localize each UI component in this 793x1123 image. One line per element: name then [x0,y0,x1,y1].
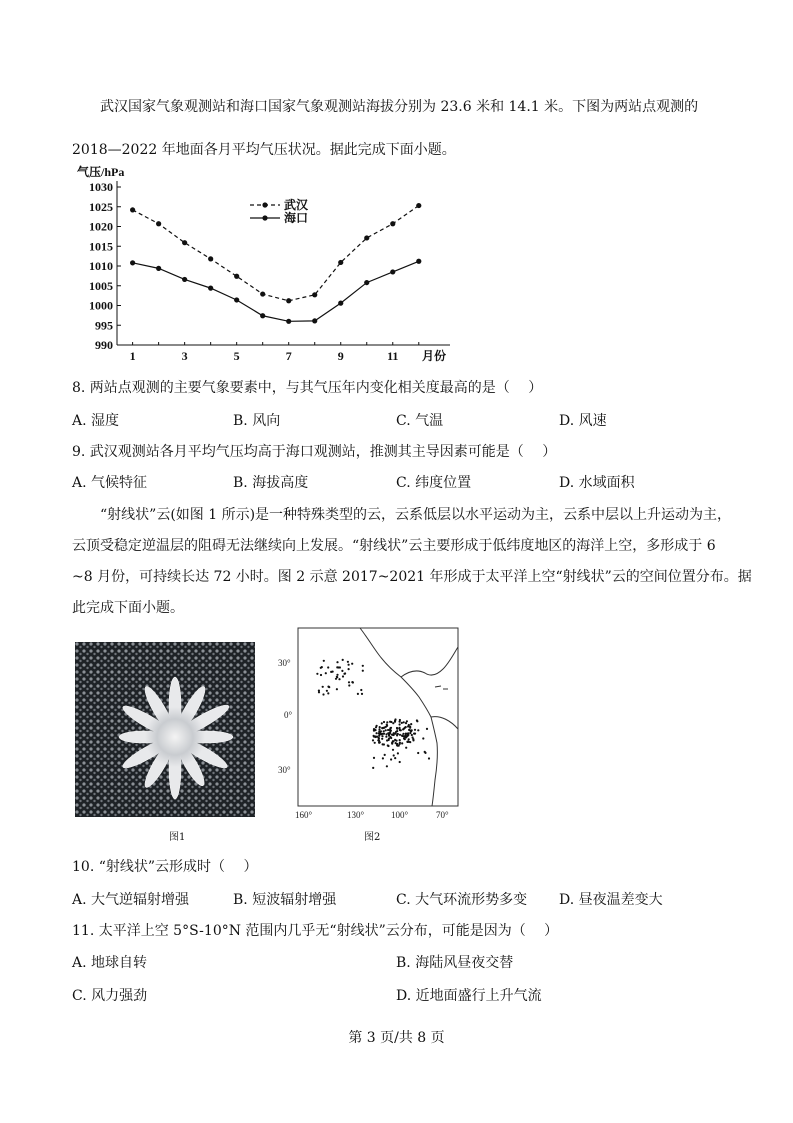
q8-stem: 8. 两站点观测的主要气象要素中，与其气压年内变化相关度最高的是（ ） [72,380,543,396]
cloud-dot [373,735,375,737]
cloud-dot [348,681,350,683]
cloud-dot [320,674,322,676]
cloud-dot [336,676,338,678]
cloud-dot [378,728,380,730]
cloud-dot [341,670,343,672]
cloud-dot [387,732,389,734]
cloud-dot [382,757,384,759]
cloud-dot [399,734,401,736]
data-point-0 [390,221,395,226]
intro2-line1: “射线状”云(如图 1 所示)是一种特殊类型的云，云系低层以水平运动为主，云系中层以上升运动为主， [100,507,732,523]
cloud-dot [402,733,404,735]
figure1-caption: 图1 [169,832,186,843]
q9-option-d[interactable]: D. 水域面积 [559,475,635,491]
cloud-dot [408,738,410,740]
legend-label-1: 海口 [284,211,309,225]
cloud-dot [410,723,412,725]
intro2-line4: 此完成下面小题。 [72,600,184,616]
cloud-dot [381,722,383,724]
cloud-dot [405,747,407,749]
cloud-dot [390,758,392,760]
data-point-0 [260,291,265,296]
cloud-dot [401,742,403,744]
cloud-dot [380,733,382,735]
cloud-dot [393,754,395,756]
data-point-1 [234,297,239,302]
cloud-dot [382,743,384,745]
lat-label-0: 0° [284,710,293,720]
q11-option-b[interactable]: B. 海陆风昼夜交替 [396,955,514,971]
cloud-dot [391,734,393,736]
cloud-dot [348,684,350,686]
cloud-dot [416,720,418,722]
data-point-0 [234,274,239,279]
cloud-dot [373,757,375,759]
cloud-dot [406,741,408,743]
cloud-dot [381,735,383,737]
cloud-dot [402,728,404,730]
y-tick-label: 995 [95,318,113,333]
cloud-dot [318,691,320,693]
cloud-dot [357,693,359,695]
data-point-1 [182,277,187,282]
cloud-dot [392,722,394,724]
cloud-dot [327,686,329,688]
cloud-dot [414,733,416,735]
cloud-dot [387,745,389,747]
pressure-chart [70,160,470,363]
cloud-dot [411,734,413,736]
cloud-dot [390,721,392,723]
cloud-dot [428,757,430,759]
cloud-dot [395,733,397,735]
cloud-dot [392,740,394,742]
cloud-dot [342,675,344,677]
data-point-1 [338,301,343,306]
series-line-1 [133,261,419,321]
y-tick-label: 1020 [89,219,113,234]
cloud-dot [336,688,338,690]
cloud-dot [351,681,353,683]
cloud-dot [396,728,398,730]
cloud-dot [326,690,328,692]
x-tick-label: 7 [285,349,292,363]
figure2-caption: 图2 [364,832,381,843]
cloud-dot [426,728,428,730]
cloud-dot [383,721,385,723]
x-axis-label: 月份 [422,349,447,363]
x-tick-label: 5 [233,349,240,363]
data-point-0 [338,260,343,265]
cloud-dot [394,757,396,759]
cloud-dot [327,692,329,694]
cloud-dot [383,730,385,732]
cloud-dot [374,742,376,744]
cloud-dot [407,725,409,727]
data-point-1 [390,269,395,274]
cloud-dot [393,732,395,734]
cloud-dot [348,664,350,666]
cloud-dot [386,765,388,767]
cloud-dot [412,736,414,738]
cloud-dot [385,736,387,738]
cloud-dot [336,674,338,676]
cloud-dot [408,729,410,731]
intro1-line1: 武汉国家气象观测站和海口国家气象观测站海拔分别为 23.6 米和 14.1 米。下图为两站点观测的 [100,99,699,115]
cloud-dot [404,727,406,729]
q11-stem: 11. 太平洋上空 5°S-10°N 范围内几乎无“射线状”云分布，可能是因为（ ） [72,923,559,939]
cloud-dot [384,754,386,756]
cloud-dot [389,736,391,738]
cloud-dot [325,672,327,674]
y-tick-label: 990 [95,338,113,352]
data-point-1 [156,266,161,271]
y-tick-label: 1010 [89,259,113,273]
cloud-dot [411,729,413,731]
cloud-dot [362,670,364,672]
data-point-0 [286,298,291,303]
page-footer: 第 3 页/共 8 页 [348,1030,445,1046]
y-tick-label: 1000 [89,298,113,313]
cloud-dot [394,721,396,723]
cloud-dot [391,743,393,745]
cloud-dot [385,729,387,731]
cloud-dot [351,663,353,665]
data-point-0 [364,235,369,240]
cloud-dot [403,737,405,739]
lat-label-30s: 30° [278,765,291,775]
cloud-dot [338,678,340,680]
cloud-dot [361,693,363,695]
cloud-dot [381,738,383,740]
cloud-dot [322,686,324,688]
q8-option-a[interactable]: A. 湿度 [72,413,120,429]
q9-stem: 9. 武汉观测站各月平均气压均高于海口观测站，推测其主导因素可能是（ ） [72,444,557,460]
cloud-dot [377,739,379,741]
cloud-dot [394,739,396,741]
y-tick-label: 1005 [89,278,113,293]
lat-label-30n: 30° [278,658,291,668]
lon-label-160: 160° [295,810,313,820]
cloud-dot [394,718,396,720]
x-tick-label: 3 [181,349,188,363]
cloud-dot [405,722,407,724]
cloud-dot [362,665,364,667]
cloud-dot [424,752,426,754]
cloud-dot [372,739,374,741]
cloud-dot [398,745,400,747]
cloud-dot [404,734,406,736]
cloud-dot [379,726,381,728]
cloud-dot [337,666,339,668]
y-axis-label: 气压/hPa [77,165,125,179]
cloud-dot [405,736,407,738]
cloud-dot [395,731,397,733]
cloud-dot [388,739,390,741]
legend-marker-1 [262,215,267,220]
data-point-0 [130,207,135,212]
cloud-dot [401,722,403,724]
q9-option-a[interactable]: A. 气候特征 [72,475,148,491]
cloud-dot [414,729,416,731]
cloud-dot [378,733,380,735]
intro2-line3: ~8 月份，可持续长达 72 小时。图 2 示意 2017~2021 年形成于太平洋上空“射线状”云的空间位置分布。据 [72,569,752,585]
q10-option-c[interactable]: C. 大气环流形势多变 [396,892,528,908]
cloud-dot [372,767,374,769]
lon-label-100: 100° [391,810,409,820]
cloud-dot [399,739,401,741]
cloud-dot [390,730,392,732]
cloud-dot [327,666,329,668]
data-point-1 [416,259,421,264]
cloud-dot [397,733,399,735]
data-point-1 [364,280,369,285]
lon-label-70: 70° [436,810,449,820]
cloud-dot [342,659,344,661]
data-point-1 [130,260,135,265]
cloud-dot [376,732,378,734]
q8-option-d[interactable]: D. 风速 [559,413,607,429]
cloud-dot [373,730,375,732]
cloud-dot [378,742,380,744]
cloud-dot [322,693,324,695]
q11-option-c[interactable]: C. 风力强劲 [72,988,148,1004]
cloud-dot [403,721,405,723]
cloud-dot [316,673,318,675]
q10-option-b[interactable]: B. 短波辐射增强 [233,892,337,908]
cloud-dot [399,723,401,725]
cloud-dot [378,730,380,732]
cloud-dot [321,666,323,668]
y-tick-label: 1015 [89,239,113,254]
x-tick-label: 11 [387,349,399,363]
cloud-dot [417,752,419,754]
intro2-line2: 云顶受稳定逆温层的阻碍无法继续向上发展。“射线状”云主要形成于低纬度地区的海洋上空，多形成于 6 [72,538,716,554]
q11-option-a[interactable]: A. 地球自转 [72,955,148,971]
q11-option-d[interactable]: D. 近地面盛行上升气流 [396,988,542,1004]
q9-option-b[interactable]: B. 海拔高度 [233,475,309,491]
cloud-dot [409,727,411,729]
q10-option-a[interactable]: A. 大气逆辐射增强 [72,892,190,908]
cloud-dot [392,749,394,751]
legend-marker-0 [262,202,267,207]
cloud-dot [344,672,346,674]
cloud-dot [330,671,332,673]
y-tick-label: 1025 [89,199,113,214]
cloud-dot [336,661,338,663]
cloud-dot [395,742,397,744]
cloud-dot [398,727,400,729]
data-point-1 [260,313,265,318]
cloud-dot [375,726,377,728]
figure2-map [278,625,460,820]
q8-option-c[interactable]: C. 气温 [396,413,444,429]
cloud-dot [397,752,399,754]
intro1-line2: 2018—2022 年地面各月平均气压状况。据此完成下面小题。 [72,142,456,158]
data-point-0 [312,292,317,297]
q10-stem: 10. “射线状”云形成时（ ） [72,859,258,875]
q9-option-c[interactable]: C. 纬度位置 [396,475,472,491]
data-point-1 [312,318,317,323]
cloud-dot [335,678,337,680]
q10-option-d[interactable]: D. 昼夜温差变大 [559,892,663,908]
cloud-dot [405,733,407,735]
q8-option-b[interactable]: B. 风向 [233,413,281,429]
cloud-dot [375,736,377,738]
data-point-1 [208,286,213,291]
cloud-dot [386,721,388,723]
cloud-dot [409,732,411,734]
data-point-0 [156,221,161,226]
y-tick-label: 1030 [89,180,113,194]
cloud-dot [401,735,403,737]
cloud-dot [323,660,325,662]
cloud-dot [399,761,401,763]
cloud-dot [348,668,350,670]
data-point-0 [208,256,213,261]
cloud-dot [409,741,411,743]
cloud-dot [360,689,362,691]
cloud-dot [385,726,387,728]
cloud-dot [422,737,424,739]
cloud-dot [347,661,349,663]
data-point-1 [286,319,291,324]
figure1-cloud-photo [75,642,255,817]
cloud-dot [399,729,401,731]
legend-label-0: 武汉 [284,198,309,212]
cloud-dot [417,729,419,731]
cloud-dot [390,727,392,729]
x-tick-label: 9 [337,349,344,363]
lon-label-130: 130° [347,810,365,820]
series-line-0 [133,206,419,301]
cloud-dot [399,721,401,723]
data-point-0 [182,240,187,245]
data-point-0 [416,203,421,208]
cloud-dot [387,729,389,731]
x-tick-label: 1 [129,349,136,363]
cloud-image [75,642,255,817]
